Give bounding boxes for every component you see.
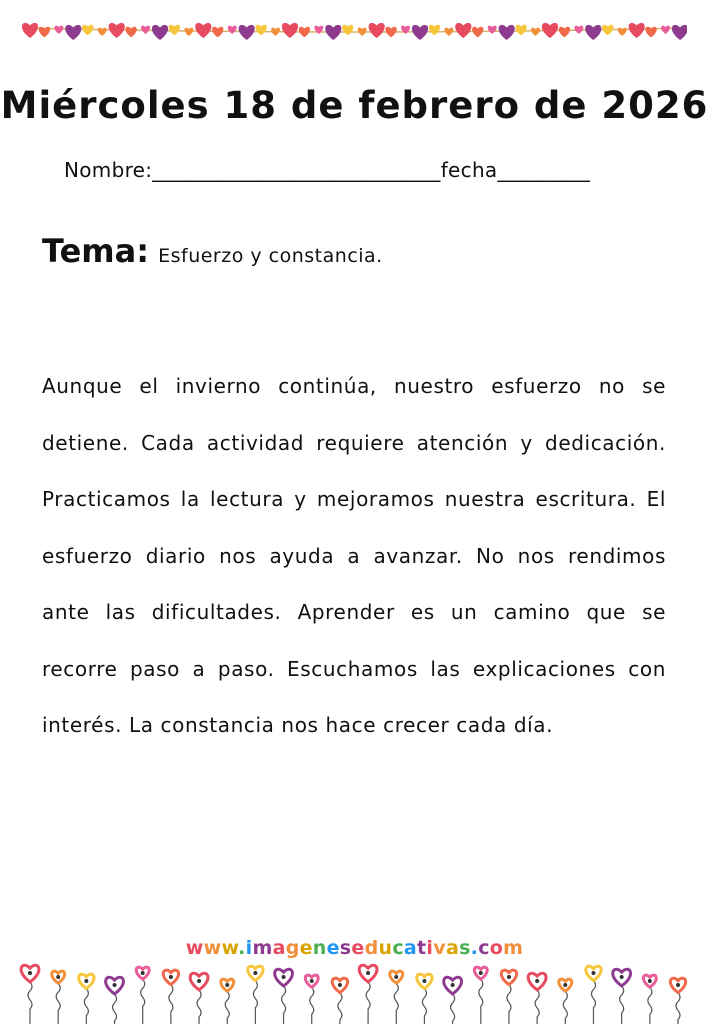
- balloon-dot: [563, 983, 567, 987]
- heart-icon: [455, 23, 471, 38]
- heart-icon: [239, 25, 255, 40]
- balloon-dot: [253, 971, 257, 975]
- website-url: [0, 937, 709, 959]
- heart-garland-top: [22, 14, 687, 44]
- heart-icon: [444, 28, 453, 36]
- balloon-stem: [310, 987, 314, 1024]
- heart-icon: [472, 27, 483, 38]
- balloon-dot: [113, 983, 117, 987]
- url-letter: e: [351, 937, 365, 959]
- heart-icon: [184, 28, 193, 36]
- balloon-dot: [28, 971, 32, 975]
- balloon-stem: [28, 982, 32, 1024]
- heart-icon: [585, 25, 601, 40]
- url-letter: d: [364, 937, 379, 959]
- heart-icon: [499, 25, 515, 40]
- name-date-line: Nombre:____________________________fecha_________: [64, 158, 591, 182]
- heart-icon: [342, 25, 353, 36]
- heart-icon: [255, 25, 266, 36]
- balloon-stem: [56, 983, 60, 1024]
- url-letter: u: [378, 937, 393, 959]
- heart-icon: [488, 26, 497, 34]
- heart-icon: [672, 25, 687, 40]
- url-letter: .: [470, 937, 479, 959]
- heart-icon: [412, 25, 428, 40]
- balloon-stem: [591, 981, 595, 1024]
- balloon-dot: [56, 975, 60, 979]
- heart-icon: [531, 28, 540, 36]
- url-letter: v: [433, 937, 446, 959]
- heart-icon: [515, 25, 526, 36]
- balloon-stem: [648, 987, 652, 1024]
- balloon-stem: [282, 986, 286, 1024]
- heart-icon: [325, 25, 341, 40]
- heart-icon: [358, 28, 367, 36]
- url-letter: a: [403, 937, 418, 959]
- balloon-dot: [676, 983, 680, 987]
- heart-icon: [429, 25, 440, 36]
- balloon-dot: [84, 979, 88, 983]
- url-letter: c: [478, 937, 490, 959]
- heart-icon: [559, 27, 570, 38]
- url-letter: s: [459, 937, 471, 959]
- heart-icon: [282, 23, 298, 38]
- url-letter: i: [426, 937, 434, 959]
- balloon-dot: [197, 979, 201, 983]
- balloon-dot: [169, 975, 173, 979]
- heart-icon: [369, 23, 385, 38]
- balloon-dot: [141, 971, 145, 975]
- heart-icon: [602, 25, 613, 36]
- balloon-dot: [507, 975, 511, 979]
- url-letter: n: [312, 937, 327, 959]
- url-letter: e: [299, 937, 313, 959]
- url-letter: g: [285, 937, 300, 959]
- balloon-stem: [507, 985, 511, 1024]
- topic: [42, 232, 383, 270]
- url-letter: i: [245, 937, 253, 959]
- balloon-stem: [366, 982, 370, 1024]
- heart-icon: [22, 23, 38, 38]
- balloon-stem: [225, 991, 229, 1024]
- reading-paragraph: Aunque el invierno continúa, nuestro esfuerzo no se detiene. Cada actividad requiere atención y dedicación. Practicamos la lectura y mejoramos nuestra escritura. El esfuerzo diario nos ayuda a avanzar. No nos rendimos ante las dificultades. Aprender es un camino que se recorre paso a paso. Escuchamos las explicaciones con interés. La constancia nos hace crecer cada día.: [42, 374, 666, 737]
- url-letter: w: [221, 937, 239, 959]
- heart-icon: [299, 27, 310, 38]
- url-letter: o: [489, 937, 504, 959]
- heart-icon: [228, 26, 237, 34]
- heart-icon: [109, 23, 125, 38]
- topic-text: Esfuerzo y constancia.: [158, 245, 383, 267]
- balloon-stem: [169, 985, 173, 1024]
- balloon-stem: [451, 994, 455, 1024]
- balloon-dot: [282, 975, 286, 979]
- balloon-stem: [563, 991, 567, 1024]
- heart-icon: [401, 26, 410, 34]
- heart-icon: [98, 28, 107, 36]
- balloon-dot: [479, 971, 483, 975]
- heart-icon: [141, 26, 150, 34]
- balloon-stem: [197, 990, 201, 1024]
- balloon-dot: [394, 975, 398, 979]
- url-letter: w: [185, 937, 204, 959]
- balloon-dot: [535, 979, 539, 983]
- heart-icon: [195, 23, 211, 38]
- balloon-dot: [451, 983, 455, 987]
- heart-icon: [54, 26, 63, 34]
- heart-icon: [169, 25, 180, 36]
- heart-icon: [385, 27, 396, 38]
- balloon-dot: [310, 979, 314, 983]
- balloon-stem: [141, 979, 145, 1024]
- balloon-dot: [338, 983, 342, 987]
- url-letter: a: [272, 937, 286, 959]
- balloon-dot: [648, 979, 652, 983]
- heart-icon: [661, 26, 670, 34]
- heart-icon: [212, 27, 223, 38]
- heart-balloons-bottom: [14, 958, 694, 1024]
- balloon-stem: [338, 993, 342, 1024]
- url-letter: w: [203, 937, 222, 959]
- url-letter: s: [339, 937, 352, 959]
- balloon-stem: [113, 994, 117, 1024]
- url-letter: c: [392, 937, 404, 959]
- heart-icon: [125, 27, 136, 38]
- balloon-stem: [535, 990, 539, 1024]
- balloon-dot: [225, 983, 229, 987]
- balloon-dot: [620, 975, 624, 979]
- heart-icon: [629, 23, 645, 38]
- balloon-stem: [479, 979, 483, 1024]
- balloon-stem: [422, 989, 426, 1024]
- balloon-stem: [676, 993, 680, 1024]
- balloon-stem: [84, 989, 88, 1024]
- heart-icon: [152, 25, 168, 40]
- heart-icon: [574, 26, 583, 34]
- url-letter: e: [326, 937, 340, 959]
- url-letter: m: [503, 937, 524, 959]
- balloon-stem: [394, 983, 398, 1024]
- url-letter: m: [252, 937, 273, 959]
- heart-icon: [82, 25, 93, 36]
- balloon-dot: [366, 971, 370, 975]
- heart-icon: [271, 28, 280, 36]
- topic-label: Tema:: [42, 232, 150, 270]
- balloon-dot: [422, 979, 426, 983]
- balloon-stem: [620, 986, 624, 1024]
- url-letter: a: [445, 937, 460, 959]
- page-title: Miércoles 18 de febrero de 2026: [0, 84, 709, 127]
- url-letter: .: [238, 937, 246, 959]
- heart-icon: [65, 25, 81, 40]
- balloon-dot: [591, 971, 595, 975]
- balloon-stem: [253, 981, 257, 1024]
- url-letter: t: [417, 937, 427, 959]
- heart-icon: [542, 23, 558, 38]
